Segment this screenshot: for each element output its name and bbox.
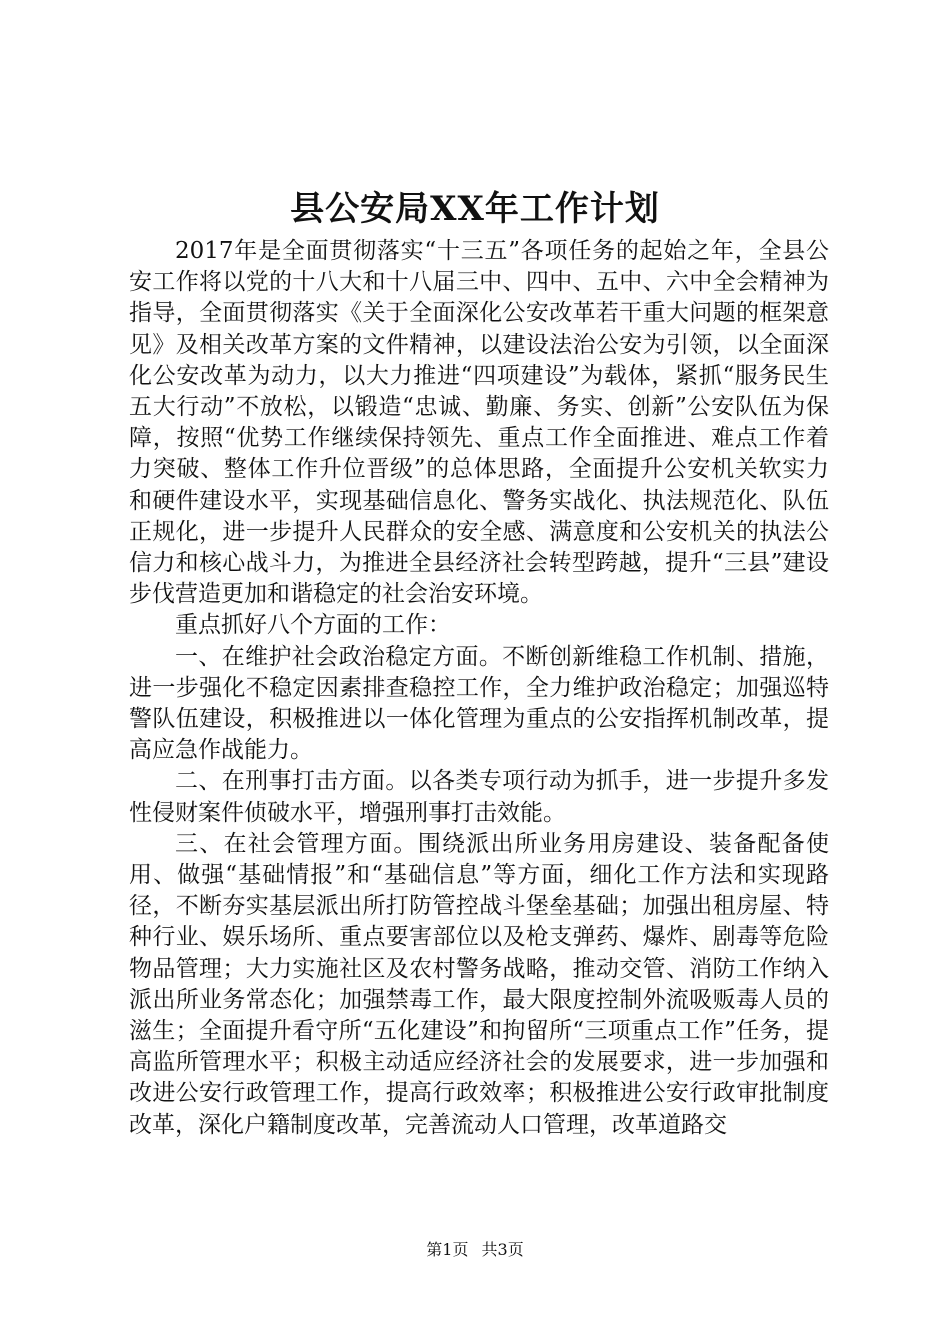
document-body bbox=[129, 236, 829, 1141]
paragraph-item-2: 二、在刑事打击方面。以各类专项行动为抓手，进一步提升多发性侵财案件侦破水平，增强刑事打击效能。 bbox=[129, 768, 829, 826]
page-footer bbox=[0, 1240, 950, 1260]
document-title: 县公安局XX年工作计划 bbox=[290, 189, 660, 229]
page-number-current: 第1页 bbox=[426, 1240, 469, 1259]
paragraph-focus: 重点抓好八个方面的工作： bbox=[175, 612, 451, 639]
paragraph-item-1: 一、在维护社会政治稳定方面。不断创新维稳工作机制、措施，进一步强化不稳定因素排查稳控工作，全力维护政治稳定；加强巡特警队伍建设，积极推进以一体化管理为重点的公安指挥机制改革，提高应急作战能力。 bbox=[129, 643, 829, 764]
paragraph-intro: 2017年是全面贯彻落实“十三五”各项任务的起始之年，全县公安工作将以党的十八大和十八届三中、四中、五中、六中全会精神为指导，全面贯彻落实《关于全面深化公安改革若干重大问题的框架意见》及相关改革方案的文件精神，以建设法治公安为引领，以全面深化公安改革为动力，以大力推进“四项建设”为载体，紧抓“服务民生五大行动”不放松，以锻造“忠诚、勤廉、务实、创新”公安队伍为保障，按照“优势工作继续保持领先、重点工作全面推进、难点工作着力突破、整体工作升位晋级”的总体思路，全面提升公安机关软实力和硬件建设水平，实现基础信息化、警务实战化、执法规范化、队伍正规化，进一步提升人民群众的安全感、满意度和公安机关的执法公信力和核心战斗力，为推进全县经济社会转型跨越，提升“三县”建设步伐营造更加和谐稳定的社会治安环境。 bbox=[129, 238, 829, 608]
paragraph-item-3: 三、在社会管理方面。围绕派出所业务用房建设、装备配备使用、做强“基础情报”和“基础信息”等方面，细化工作方法和实现路径，不断夯实基层派出所打防管控战斗堡垒基础；加强出租房屋、特种行业、娱乐场所、重点要害部位以及枪支弹药、爆炸、剧毒等危险物品管理；大力实施社区及农村警务战略，推动交管、消防工作纳入派出所业务常态化；加强禁毒工作，最大限度控制外流吸贩毒人员的滋生；全面提升看守所“五化建设”和拘留所“三项重点工作”任务，提高监所管理水平；积极主动适应经济社会的发展要求，进一步加强和改进公安行政管理工作，提高行政效率；积极推进公安行政审批制度改革，深化户籍制度改革，完善流动人口管理，改革道路交 bbox=[129, 830, 829, 1138]
page-number-total: 共3页 bbox=[481, 1240, 524, 1259]
